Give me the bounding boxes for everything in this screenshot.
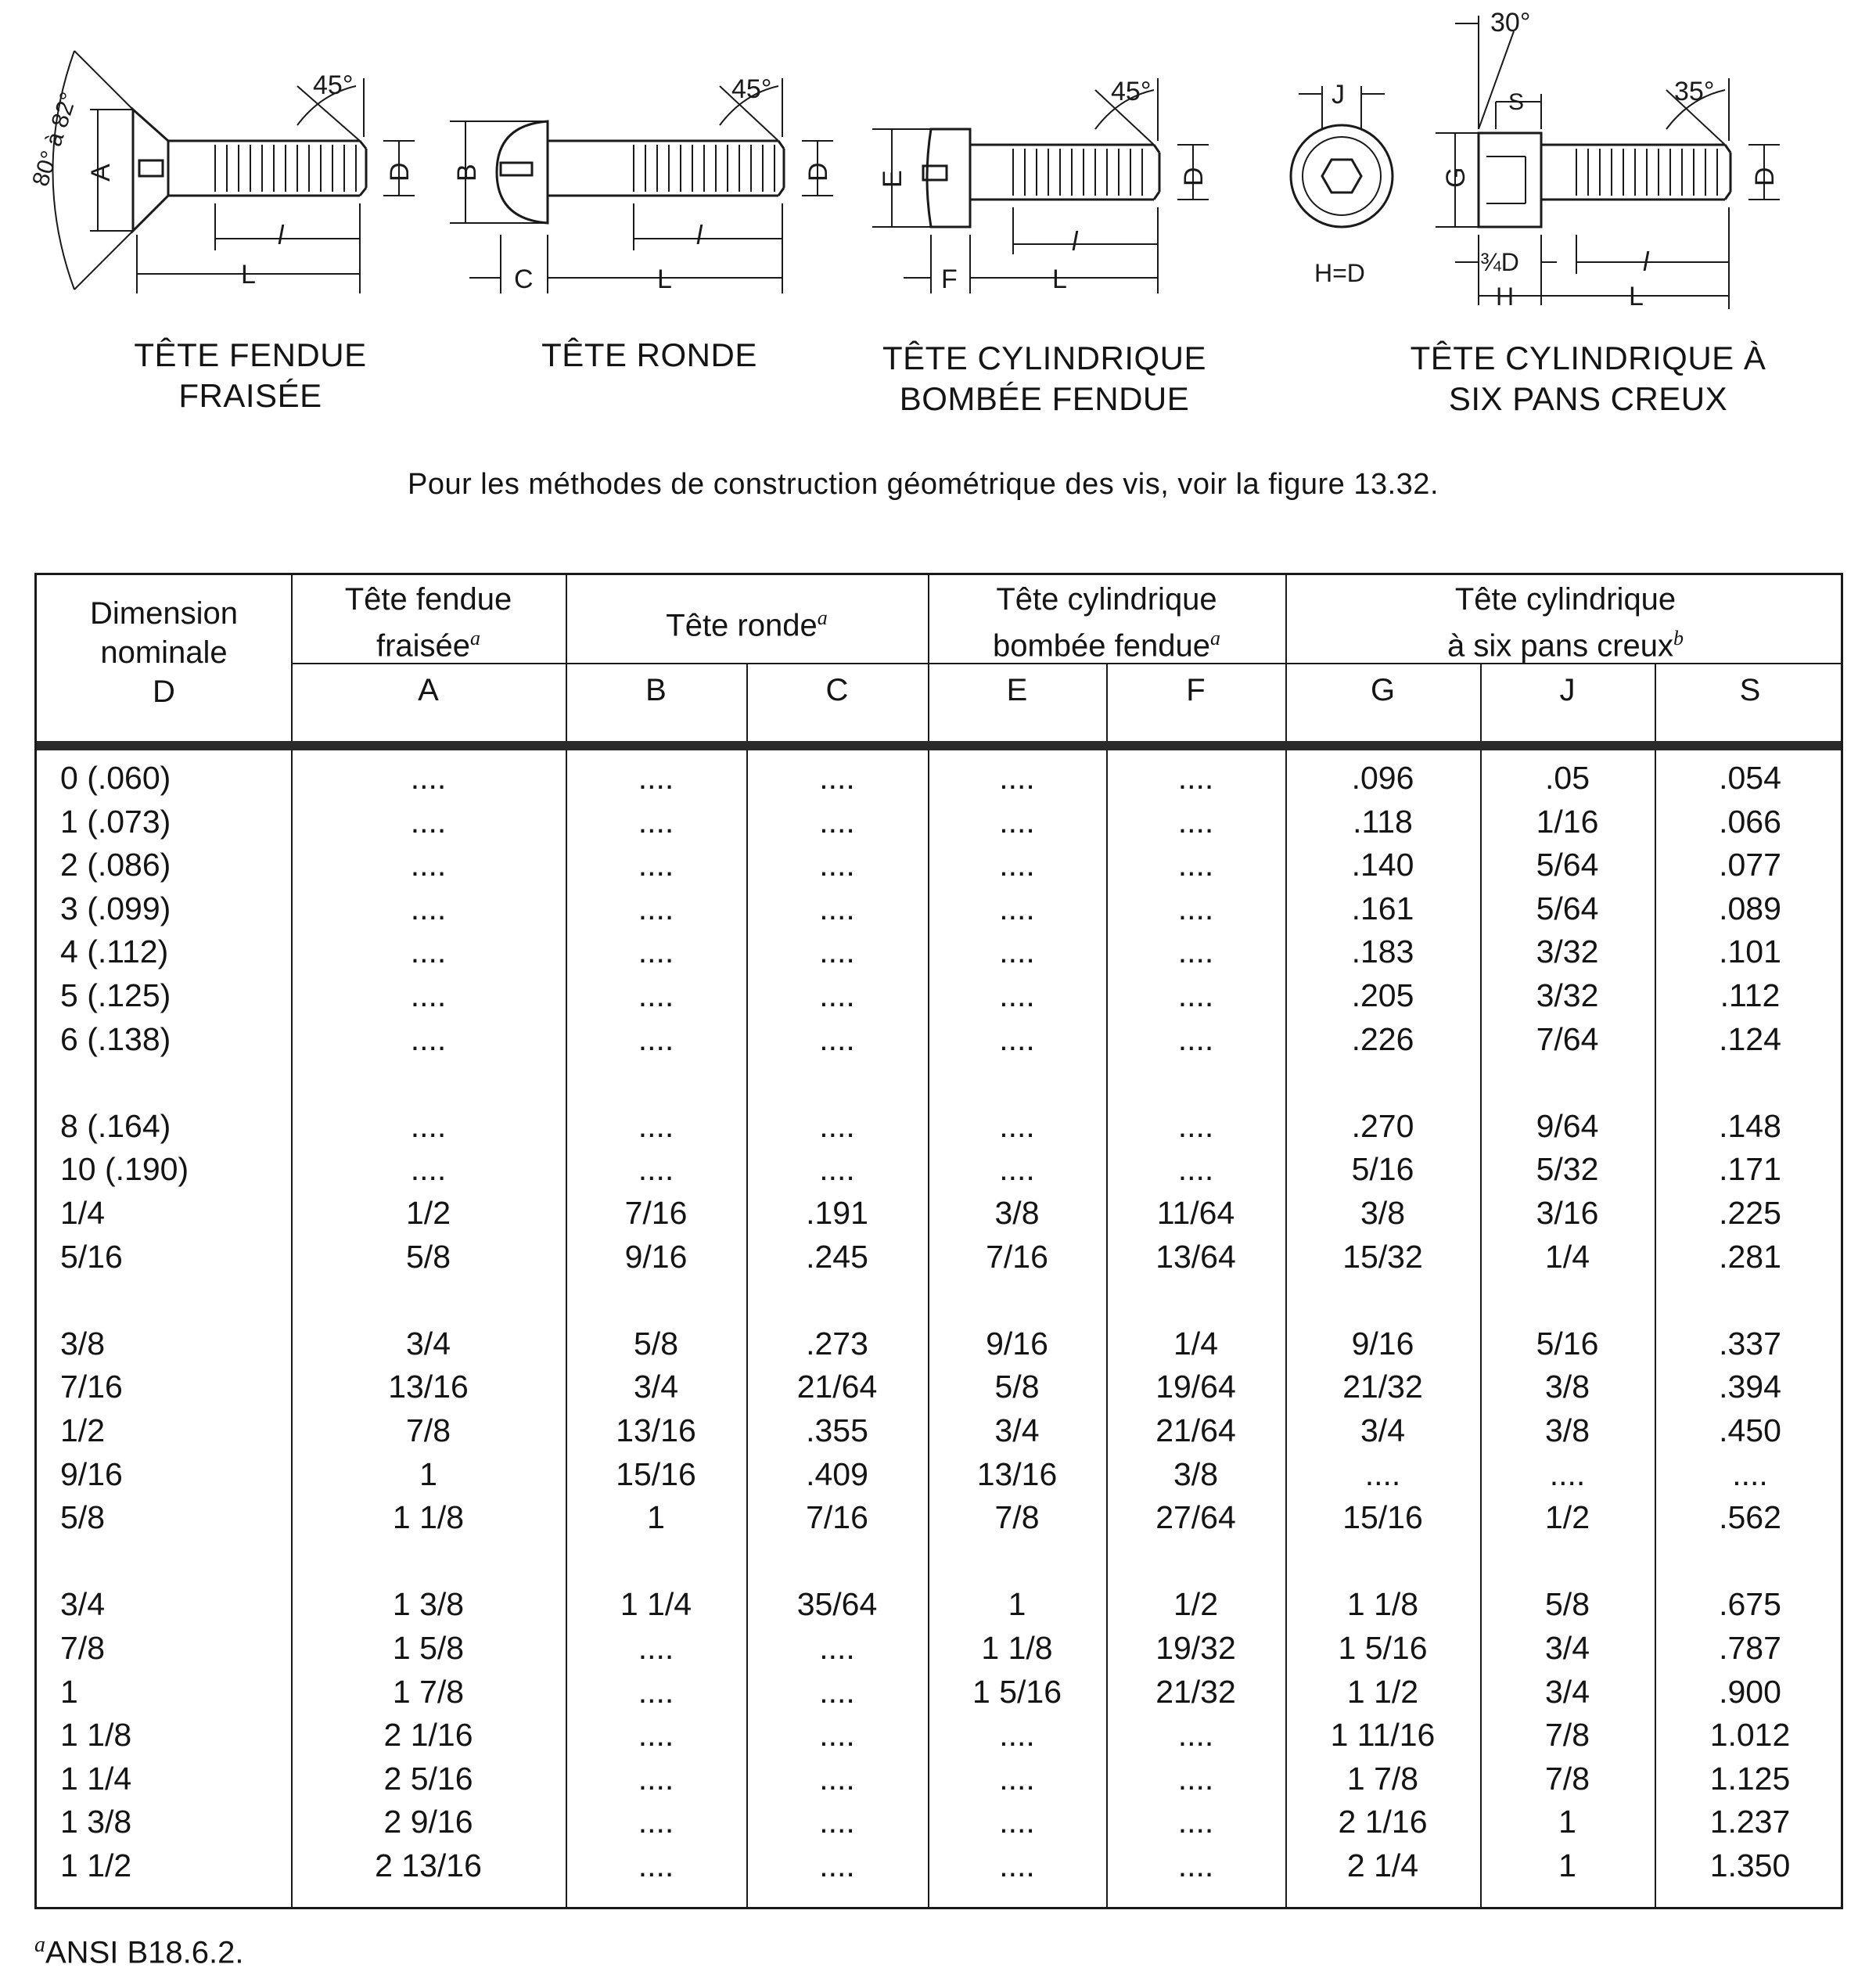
cell-j: 3/32 bbox=[1536, 934, 1599, 970]
cell-c: 35/64 bbox=[796, 1586, 878, 1622]
cell-g: 1 1/2 bbox=[1346, 1674, 1419, 1710]
figure-label-line: TÊTE RONDE bbox=[541, 336, 757, 373]
cell-e: 1 1/8 bbox=[981, 1630, 1053, 1666]
cell-g: 15/16 bbox=[1342, 1499, 1423, 1535]
dim-l-big-label: L bbox=[241, 260, 256, 290]
cell-f: 19/64 bbox=[1155, 1369, 1236, 1405]
cell-e: 13/16 bbox=[976, 1456, 1058, 1492]
cell-nominal: 2 (.086) bbox=[60, 847, 171, 883]
cell-b: 1 1/4 bbox=[620, 1586, 692, 1622]
cell-s: 1.012 bbox=[1709, 1717, 1791, 1753]
cell-b: 13/16 bbox=[616, 1412, 696, 1448]
cell-g: 1 1/8 bbox=[1346, 1586, 1419, 1622]
screw-dimensions-table bbox=[34, 573, 1843, 1909]
cell-c: .409 bbox=[806, 1456, 868, 1492]
cell-b: .... bbox=[638, 1847, 674, 1883]
cell-s: .... bbox=[1732, 1456, 1768, 1492]
dim-h-label: H bbox=[1496, 282, 1515, 311]
footnote-marker: a bbox=[470, 627, 481, 649]
cell-a: 1/2 bbox=[406, 1195, 451, 1231]
cell-g: 3/4 bbox=[1360, 1412, 1405, 1448]
round-head-screw-drawing bbox=[450, 74, 833, 294]
cell-j: .... bbox=[1549, 1456, 1586, 1492]
cell-j: 5/8 bbox=[1545, 1586, 1590, 1622]
cell-j: 3/8 bbox=[1545, 1369, 1590, 1405]
cell-g: .096 bbox=[1351, 760, 1414, 796]
cell-s: 1.125 bbox=[1709, 1761, 1791, 1797]
cell-a: .... bbox=[410, 847, 447, 883]
cell-a: 5/8 bbox=[406, 1239, 451, 1275]
cell-j: 7/64 bbox=[1536, 1021, 1599, 1057]
table-footnote bbox=[34, 1933, 243, 1970]
cell-c: .... bbox=[819, 977, 855, 1013]
cell-e: .... bbox=[999, 1021, 1035, 1057]
column-header-g: G bbox=[1370, 673, 1396, 707]
cell-b: .... bbox=[638, 1151, 674, 1187]
figure-label-line: TÊTE CYLINDRIQUE À bbox=[1410, 340, 1766, 376]
cell-g: .... bbox=[1364, 1456, 1401, 1492]
countersink-angle-label: 80° à 82° bbox=[27, 88, 83, 190]
cell-j: 5/32 bbox=[1536, 1151, 1599, 1187]
cell-f: .... bbox=[1177, 1804, 1214, 1840]
cell-c: .... bbox=[819, 804, 855, 840]
cell-a: 3/4 bbox=[406, 1326, 451, 1362]
header-socket-head bbox=[1285, 580, 1845, 665]
header-text: à six pans creux bbox=[1447, 628, 1674, 664]
cell-nominal: 1/4 bbox=[60, 1195, 105, 1231]
cell-nominal: 8 (.164) bbox=[60, 1108, 171, 1144]
cell-a: .... bbox=[410, 1021, 447, 1057]
cell-nominal: 1 (.073) bbox=[60, 804, 171, 840]
cell-g: 2 1/4 bbox=[1346, 1847, 1419, 1883]
cell-j: .05 bbox=[1545, 760, 1590, 796]
cell-j: 3/8 bbox=[1545, 1412, 1590, 1448]
cell-f: 1/4 bbox=[1173, 1326, 1218, 1362]
cell-j: 1/16 bbox=[1536, 804, 1599, 840]
cell-nominal: 1 3/8 bbox=[60, 1804, 132, 1840]
cell-s: .066 bbox=[1719, 804, 1781, 840]
cell-s: .394 bbox=[1719, 1369, 1781, 1405]
dim-d-label: D bbox=[385, 162, 415, 182]
cell-j: 3/16 bbox=[1536, 1195, 1599, 1231]
cell-e: .... bbox=[999, 760, 1035, 796]
cell-e: .... bbox=[999, 1108, 1035, 1144]
cell-b: 7/16 bbox=[624, 1195, 688, 1231]
cell-j: 3/4 bbox=[1545, 1630, 1590, 1666]
cell-b: .... bbox=[638, 1630, 674, 1666]
cell-a: 2 13/16 bbox=[375, 1847, 482, 1883]
angle-45-label: 45° bbox=[1111, 77, 1152, 106]
cell-s: .225 bbox=[1719, 1195, 1781, 1231]
header-text: D bbox=[153, 675, 175, 709]
cell-g: .270 bbox=[1351, 1108, 1414, 1144]
cell-f: 11/64 bbox=[1156, 1195, 1235, 1231]
dim-g-label: G bbox=[1441, 167, 1471, 188]
header-text: Dimension bbox=[90, 596, 238, 631]
dim-s-label: S bbox=[1508, 89, 1525, 115]
dim-l-small-label: l bbox=[278, 221, 284, 250]
cell-j: 3/32 bbox=[1536, 977, 1599, 1013]
cell-e: .... bbox=[999, 1847, 1035, 1883]
cell-nominal: 5/16 bbox=[60, 1239, 123, 1275]
figure-label-line: TÊTE CYLINDRIQUE bbox=[882, 340, 1207, 376]
angle-30-label: 30° bbox=[1490, 8, 1531, 38]
screw-head-figures bbox=[0, 0, 1876, 438]
cell-e: .... bbox=[999, 847, 1035, 883]
column-header-b: B bbox=[645, 673, 667, 707]
cell-f: .... bbox=[1177, 1021, 1214, 1057]
dim-c-label: C bbox=[514, 264, 534, 294]
socket-head-screw-drawing bbox=[1291, 8, 1780, 311]
figure-label-line: FRAISÉE bbox=[178, 377, 322, 414]
angle-35-label: 35° bbox=[1674, 77, 1715, 106]
cell-g: 15/32 bbox=[1342, 1239, 1423, 1275]
cell-j: 7/8 bbox=[1545, 1717, 1590, 1753]
cell-b: .... bbox=[638, 847, 674, 883]
angle-45-label: 45° bbox=[731, 74, 772, 104]
header-text: fraisée bbox=[376, 628, 471, 664]
cell-g: .140 bbox=[1351, 847, 1414, 883]
dim-three-quarter-d-label: ¾D bbox=[1480, 248, 1519, 276]
dim-l-small-label: l bbox=[696, 221, 703, 250]
cell-s: .148 bbox=[1719, 1108, 1781, 1144]
cell-nominal: 1 1/2 bbox=[60, 1847, 132, 1883]
cell-b: .... bbox=[638, 977, 674, 1013]
cell-b: .... bbox=[638, 1804, 674, 1840]
cell-s: .077 bbox=[1719, 847, 1781, 883]
cell-a: 1 1/8 bbox=[392, 1499, 465, 1535]
cell-a: .... bbox=[410, 934, 447, 970]
cell-s: 1.350 bbox=[1709, 1847, 1791, 1883]
cell-f: 13/64 bbox=[1155, 1239, 1236, 1275]
cell-a: 7/8 bbox=[406, 1412, 451, 1448]
cell-j: 3/4 bbox=[1545, 1674, 1590, 1710]
cell-b: 5/8 bbox=[634, 1326, 678, 1362]
cell-e: 7/16 bbox=[986, 1239, 1048, 1275]
header-flat-head bbox=[291, 580, 566, 665]
cell-nominal: 9/16 bbox=[60, 1456, 123, 1492]
header-fillister-head bbox=[928, 580, 1285, 665]
h-equals-d-label: H=D bbox=[1314, 259, 1365, 287]
dim-a-label: A bbox=[86, 164, 116, 182]
dim-f-label: F bbox=[941, 264, 958, 294]
cell-b: 3/4 bbox=[634, 1369, 678, 1405]
cell-g: .161 bbox=[1351, 890, 1414, 926]
header-text: Tête cylindrique bbox=[1454, 582, 1677, 617]
cell-nominal: 10 (.190) bbox=[60, 1151, 189, 1187]
cell-f: .... bbox=[1177, 1847, 1214, 1883]
cell-f: .... bbox=[1177, 977, 1214, 1013]
cell-nominal: 3 (.099) bbox=[60, 890, 171, 926]
cell-a: 1 5/8 bbox=[392, 1630, 465, 1666]
cell-f: .... bbox=[1177, 1108, 1214, 1144]
header-text: Tête cylindrique bbox=[996, 582, 1217, 617]
cell-g: 2 1/16 bbox=[1338, 1804, 1428, 1840]
cell-b: .... bbox=[638, 804, 674, 840]
column-header-s: S bbox=[1739, 673, 1761, 707]
cell-nominal: 1 1/8 bbox=[60, 1717, 132, 1753]
cell-g: 3/8 bbox=[1360, 1195, 1405, 1231]
cell-e: .... bbox=[999, 890, 1035, 926]
cell-e: .... bbox=[999, 977, 1035, 1013]
cell-c: .... bbox=[819, 1108, 855, 1144]
cell-b: .... bbox=[638, 1108, 674, 1144]
cell-g: 21/32 bbox=[1342, 1369, 1423, 1405]
cell-b: 1 bbox=[647, 1499, 665, 1535]
cell-nominal: 0 (.060) bbox=[60, 760, 171, 796]
cell-c: 7/16 bbox=[806, 1499, 868, 1535]
cell-j: 9/64 bbox=[1536, 1108, 1599, 1144]
cell-j: 1/4 bbox=[1545, 1239, 1590, 1275]
cell-f: .... bbox=[1177, 890, 1214, 926]
cell-f: 21/64 bbox=[1155, 1412, 1236, 1448]
cell-e: .... bbox=[999, 1761, 1035, 1797]
cell-a: .... bbox=[410, 804, 447, 840]
footnote-marker: a bbox=[817, 606, 828, 629]
cell-nominal: 3/8 bbox=[60, 1326, 105, 1362]
cell-g: 1 5/16 bbox=[1338, 1630, 1428, 1666]
cell-e: .... bbox=[999, 1151, 1035, 1187]
cell-c: .191 bbox=[806, 1195, 868, 1231]
dim-l-small-label: l bbox=[1643, 247, 1649, 277]
cell-s: .089 bbox=[1719, 890, 1781, 926]
cell-g: .226 bbox=[1351, 1021, 1414, 1057]
column-header-a: A bbox=[418, 673, 439, 707]
flat-head-screw-drawing bbox=[27, 51, 415, 293]
cell-a: 1 3/8 bbox=[392, 1586, 465, 1622]
fillister-head-screw-drawing bbox=[872, 77, 1209, 294]
cell-e: 3/8 bbox=[994, 1195, 1040, 1231]
cell-s: .054 bbox=[1719, 760, 1781, 796]
cell-nominal: 1/2 bbox=[60, 1412, 105, 1448]
cell-a: .... bbox=[410, 890, 447, 926]
cell-f: .... bbox=[1177, 847, 1214, 883]
cell-g: .205 bbox=[1351, 977, 1414, 1013]
cell-f: 27/64 bbox=[1155, 1499, 1236, 1535]
cell-b: .... bbox=[638, 1674, 674, 1710]
cell-g: 1 11/16 bbox=[1330, 1717, 1436, 1753]
cell-b: 9/16 bbox=[624, 1239, 688, 1275]
cell-b: 15/16 bbox=[616, 1456, 696, 1492]
cell-nominal: 5/8 bbox=[60, 1499, 105, 1535]
cell-g: 5/16 bbox=[1351, 1151, 1414, 1187]
header-rule bbox=[37, 741, 1841, 750]
cell-b: .... bbox=[638, 934, 674, 970]
cell-e: 3/4 bbox=[994, 1412, 1040, 1448]
cell-f: 3/8 bbox=[1173, 1456, 1218, 1492]
cell-a: 1 7/8 bbox=[392, 1674, 465, 1710]
cell-e: 5/8 bbox=[994, 1369, 1040, 1405]
cell-s: .562 bbox=[1719, 1499, 1781, 1535]
cell-j: 5/64 bbox=[1536, 847, 1599, 883]
footnote-marker: a bbox=[1210, 627, 1220, 649]
cell-f: .... bbox=[1177, 1761, 1214, 1797]
cell-nominal: 3/4 bbox=[60, 1586, 105, 1622]
figure-label-line: BOMBÉE FENDUE bbox=[899, 380, 1190, 417]
cell-s: .900 bbox=[1719, 1674, 1781, 1710]
column-header-c: C bbox=[825, 673, 849, 707]
cell-c: .... bbox=[819, 934, 855, 970]
cell-c: .... bbox=[819, 1151, 855, 1187]
dim-d-label: D bbox=[1750, 167, 1780, 186]
cell-c: 21/64 bbox=[796, 1369, 878, 1405]
cell-c: .... bbox=[819, 1761, 855, 1797]
cell-c: .... bbox=[819, 1804, 855, 1840]
cell-a: 1 bbox=[419, 1456, 437, 1492]
cell-c: .355 bbox=[806, 1412, 868, 1448]
cell-b: .... bbox=[638, 1021, 674, 1057]
header-text: nominale bbox=[100, 635, 228, 670]
cell-nominal: 6 (.138) bbox=[60, 1021, 171, 1057]
dim-l-big-label: L bbox=[1052, 264, 1067, 294]
cell-nominal: 1 bbox=[60, 1674, 78, 1710]
cell-e: .... bbox=[999, 934, 1035, 970]
cell-a: 2 5/16 bbox=[383, 1761, 473, 1797]
column-header-e: E bbox=[1006, 673, 1028, 707]
cell-b: .... bbox=[638, 890, 674, 926]
cell-e: 7/8 bbox=[994, 1499, 1040, 1535]
cell-f: 19/32 bbox=[1155, 1630, 1236, 1666]
cell-a: .... bbox=[410, 1151, 447, 1187]
dim-e-label: E bbox=[878, 170, 907, 188]
cell-a: 2 9/16 bbox=[383, 1804, 473, 1840]
cell-c: .273 bbox=[806, 1326, 868, 1362]
footnote-text: ANSI B18.6.2. bbox=[45, 1935, 244, 1970]
figure-label-fillister-head bbox=[849, 338, 1240, 419]
cell-c: .... bbox=[819, 760, 855, 796]
header-text: Tête ronde bbox=[666, 608, 818, 643]
cell-c: .... bbox=[819, 847, 855, 883]
cell-a: 13/16 bbox=[388, 1369, 469, 1405]
dim-l-big-label: L bbox=[1629, 282, 1644, 311]
cell-s: .787 bbox=[1719, 1630, 1781, 1666]
cell-e: .... bbox=[999, 1717, 1035, 1753]
cell-j: 1/2 bbox=[1545, 1499, 1590, 1535]
cell-s: .124 bbox=[1719, 1021, 1781, 1057]
cell-c: .... bbox=[819, 1630, 855, 1666]
construction-note: Pour les méthodes de construction géométrique des vis, voir la figure 13.32. bbox=[407, 468, 1439, 501]
cell-nominal: 7/16 bbox=[60, 1369, 123, 1405]
cell-j: 1 bbox=[1558, 1847, 1576, 1883]
column-header-f: F bbox=[1186, 673, 1206, 707]
cell-b: .... bbox=[638, 760, 674, 796]
cell-c: .... bbox=[819, 1674, 855, 1710]
cell-g: .183 bbox=[1351, 934, 1414, 970]
cell-f: 21/32 bbox=[1155, 1674, 1236, 1710]
dim-d-label: D bbox=[803, 162, 833, 182]
cell-g: .118 bbox=[1353, 804, 1413, 840]
cell-a: .... bbox=[410, 1108, 447, 1144]
cell-f: 1/2 bbox=[1173, 1586, 1218, 1622]
figure-label-socket-head bbox=[1369, 338, 1807, 419]
cell-e: 1 bbox=[1008, 1586, 1026, 1622]
cell-s: .337 bbox=[1719, 1326, 1781, 1362]
cell-j: 5/64 bbox=[1536, 890, 1599, 926]
cell-f: .... bbox=[1177, 934, 1214, 970]
dim-d-label: D bbox=[1179, 167, 1209, 186]
cell-g: 9/16 bbox=[1351, 1326, 1414, 1362]
cell-s: .101 bbox=[1719, 934, 1781, 970]
header-round-head bbox=[566, 599, 928, 645]
cell-e: .... bbox=[999, 1804, 1035, 1840]
cell-f: .... bbox=[1177, 804, 1214, 840]
figure-label-line: TÊTE FENDUE bbox=[134, 336, 367, 373]
cell-c: .... bbox=[819, 1717, 855, 1753]
cell-a: .... bbox=[410, 977, 447, 1013]
cell-nominal: 4 (.112) bbox=[60, 934, 169, 970]
cell-s: 1.237 bbox=[1709, 1804, 1791, 1840]
cell-g: 1 7/8 bbox=[1346, 1761, 1419, 1797]
cell-c: .245 bbox=[806, 1239, 868, 1275]
footnote-marker: a bbox=[34, 1933, 45, 1957]
cell-b: .... bbox=[638, 1717, 674, 1753]
cell-a: 2 1/16 bbox=[383, 1717, 473, 1753]
cell-s: .171 bbox=[1719, 1151, 1781, 1187]
cell-s: .675 bbox=[1719, 1586, 1781, 1622]
column-header-j: J bbox=[1559, 673, 1576, 707]
cell-f: .... bbox=[1177, 760, 1214, 796]
cell-s: .112 bbox=[1720, 977, 1781, 1013]
dim-b-label: B bbox=[452, 164, 482, 182]
cell-f: .... bbox=[1177, 1717, 1214, 1753]
header-text: bombée fendue bbox=[992, 628, 1210, 664]
cell-j: 7/8 bbox=[1545, 1761, 1590, 1797]
cell-e: 1 5/16 bbox=[972, 1674, 1062, 1710]
cell-nominal: 5 (.125) bbox=[60, 977, 171, 1013]
cell-b: .... bbox=[638, 1761, 674, 1797]
cell-a: .... bbox=[410, 760, 447, 796]
cell-s: .450 bbox=[1719, 1412, 1781, 1448]
footnote-marker: b bbox=[1673, 627, 1684, 649]
cell-f: .... bbox=[1177, 1151, 1214, 1187]
dim-l-small-label: l bbox=[1072, 227, 1078, 257]
cell-c: .... bbox=[819, 1021, 855, 1057]
cell-e: .... bbox=[999, 804, 1035, 840]
cell-nominal: 7/8 bbox=[60, 1630, 105, 1666]
header-text: Tête fendue bbox=[344, 582, 512, 617]
figure-label-round-head bbox=[493, 335, 806, 376]
header-nominal-dimension bbox=[37, 594, 291, 711]
cell-e: 9/16 bbox=[986, 1326, 1048, 1362]
cell-c: .... bbox=[819, 890, 855, 926]
figure-label-flat-head bbox=[94, 335, 407, 416]
cell-j: 1 bbox=[1558, 1804, 1576, 1840]
cell-j: 5/16 bbox=[1536, 1326, 1599, 1362]
cell-c: .... bbox=[819, 1847, 855, 1883]
angle-45-label: 45° bbox=[313, 70, 354, 100]
figure-label-line: SIX PANS CREUX bbox=[1448, 380, 1728, 417]
dim-l-big-label: L bbox=[657, 264, 672, 294]
dim-j-label: J bbox=[1332, 80, 1345, 110]
cell-nominal: 1 1/4 bbox=[60, 1761, 132, 1797]
cell-s: .281 bbox=[1719, 1239, 1781, 1275]
